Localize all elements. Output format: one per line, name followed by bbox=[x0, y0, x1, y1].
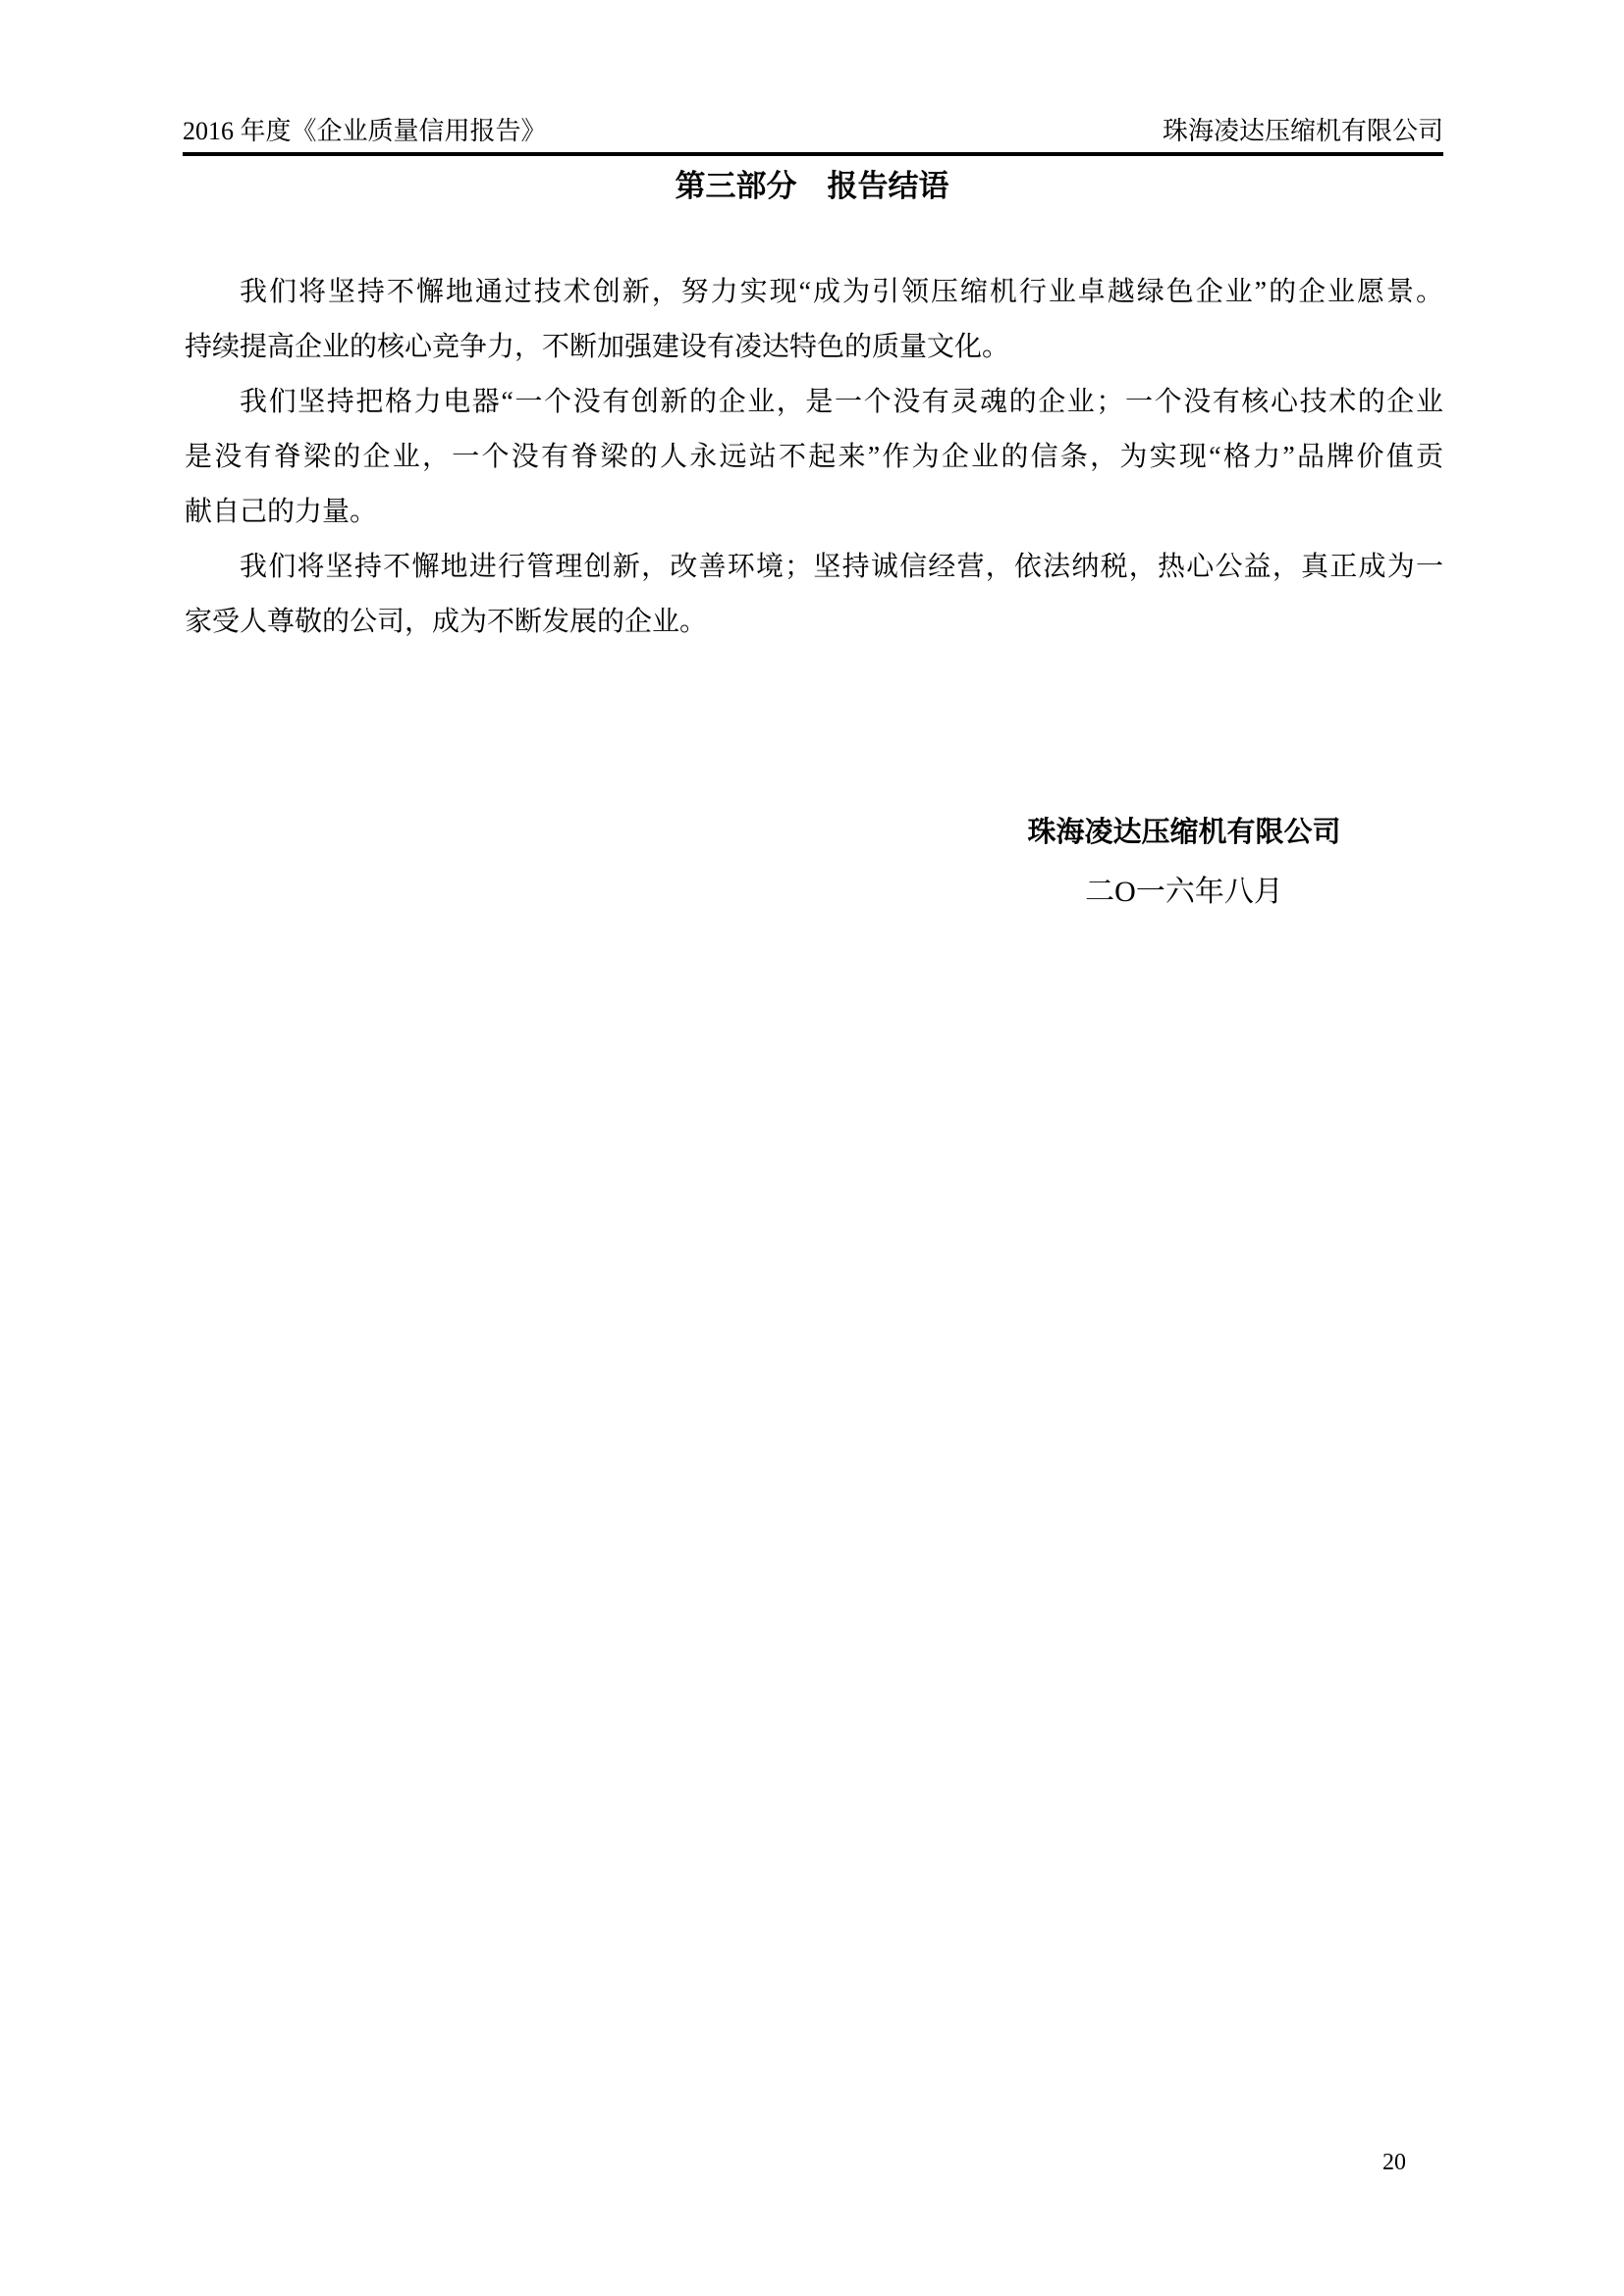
body-line: 持续提高企业的核心竞争力，不断加强建设有凌达特色的质量文化。 bbox=[185, 332, 1010, 362]
body-line: 家受人尊敬的公司，成为不断发展的企业。 bbox=[185, 607, 708, 637]
signature-company: 珠海凌达压缩机有限公司 bbox=[1027, 817, 1341, 848]
header-report-title: 2016 年度《企业质量信用报告》 bbox=[183, 117, 547, 145]
body-line: 献自己的力量。 bbox=[185, 497, 378, 527]
header-company-name: 珠海凌达压缩机有限公司 bbox=[1162, 117, 1443, 145]
body-line: 我们坚持把格力电器“一个没有创新的企业，是一个没有灵魂的企业；一个没有核心技术的企业 bbox=[240, 387, 1443, 417]
body-text bbox=[185, 265, 1443, 650]
body-line: 我们将坚持不懈地通过技术创新，努力实现“成为引领压缩机行业卓越绿色企业”的企业愿景。 bbox=[240, 277, 1443, 307]
signature-block bbox=[1021, 803, 1347, 923]
page-header bbox=[183, 117, 1443, 156]
body-line: 是没有脊梁的企业，一个没有脊梁的人永远站不起来”作为企业的信条，为实现“格力”品牌价值贡 bbox=[185, 442, 1443, 472]
signature-date: 二O一六年八月 bbox=[1085, 876, 1283, 908]
section-title: 第三部分 报告结语 bbox=[675, 169, 949, 203]
body-line: 我们将坚持不懈地进行管理创新，改善环境；坚持诚信经营，依法纳税，热心公益，真正成为一 bbox=[240, 552, 1443, 582]
page-number: 20 bbox=[1382, 2150, 1406, 2175]
